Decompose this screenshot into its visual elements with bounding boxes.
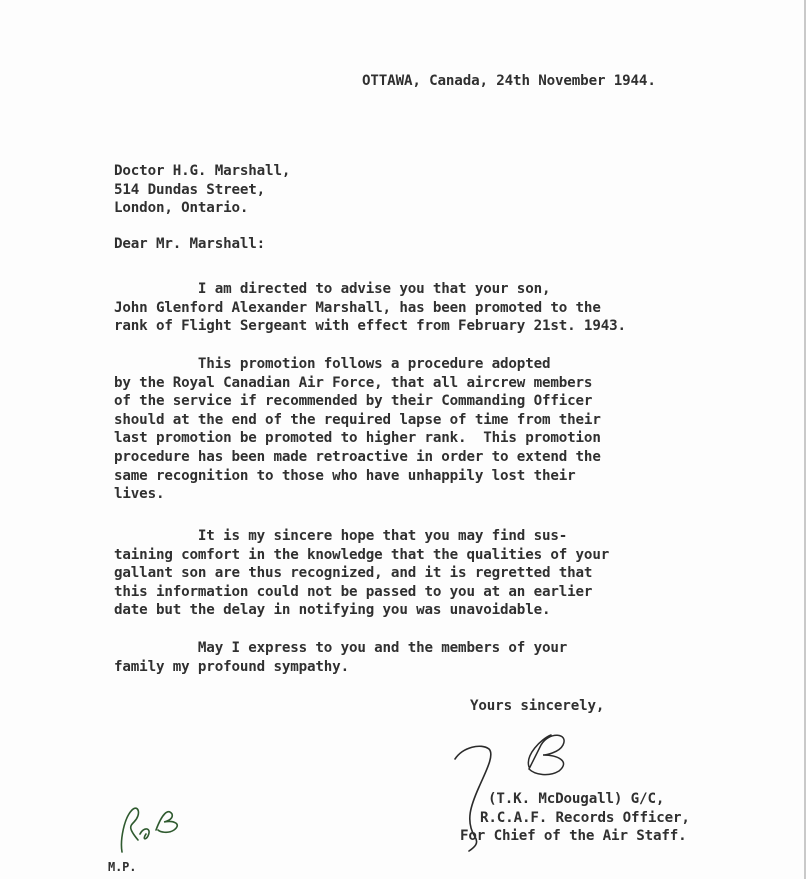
recipient-city: London, Ontario.: [114, 200, 249, 217]
paragraph-line: of the service if recommended by their Commanding Officer: [114, 393, 593, 410]
paragraph-1: [114, 280, 626, 336]
paragraph-line: May I express to you and the members of your: [114, 640, 568, 656]
signature-block: [460, 790, 690, 846]
paragraph-line: gallant son are thus recognized, and it is regretted that: [114, 565, 593, 582]
paragraph-line: same recognition to those who have unhappily lost their: [114, 467, 576, 484]
green-initials-signature: [112, 800, 192, 860]
paragraph-line: taining comfort in the knowledge that the qualities of your: [114, 546, 610, 563]
paragraph-line: rank of Flight Sergeant with effect from February 21st. 1943.: [114, 318, 626, 335]
paragraph-line: lives.: [114, 486, 165, 503]
paragraph-line: It is my sincere hope that you may find sus-: [114, 528, 568, 544]
signatory-title: R.C.A.F. Records Officer,: [480, 809, 690, 826]
paragraph-line: family my profound sympathy.: [114, 658, 349, 675]
paragraph-line: date but the delay in notifying you was unavoidable.: [114, 602, 551, 619]
paragraph-line: last promotion be promoted to higher rank. This promotion: [114, 430, 601, 447]
paragraph-line: John Glenford Alexander Marshall, has been promoted to the: [114, 299, 601, 316]
paragraph-4: [114, 639, 567, 676]
salutation: Dear Mr. Marshall:: [114, 236, 266, 252]
paragraph-3: [114, 527, 609, 620]
signatory-for: For Chief of the Air Staff.: [460, 828, 687, 845]
recipient-street: 514 Dundas Street,: [114, 181, 266, 198]
recipient-name: Doctor H.G. Marshall,: [114, 163, 291, 179]
paragraph-line: should at the end of the required lapse of time from their: [114, 411, 601, 428]
paragraph-line: I am directed to advise you that your son,: [114, 281, 551, 297]
paragraph-line: procedure has been made retroactive in order to extend the: [114, 448, 601, 465]
dateline: OTTAWA, Canada, 24th November 1944.: [362, 73, 656, 89]
signatory-name: (T.K. McDougall) G/C,: [488, 791, 665, 807]
paragraph-2: [114, 355, 601, 504]
paragraph-line: by the Royal Canadian Air Force, that all aircrew members: [114, 374, 593, 391]
paragraph-line: this information could not be passed to you at an earlier: [114, 583, 593, 600]
initials-note: M.P.: [108, 860, 137, 874]
closing: Yours sincerely,: [470, 698, 605, 714]
recipient-address: [114, 162, 290, 218]
paragraph-line: This promotion follows a procedure adopted: [114, 356, 551, 372]
